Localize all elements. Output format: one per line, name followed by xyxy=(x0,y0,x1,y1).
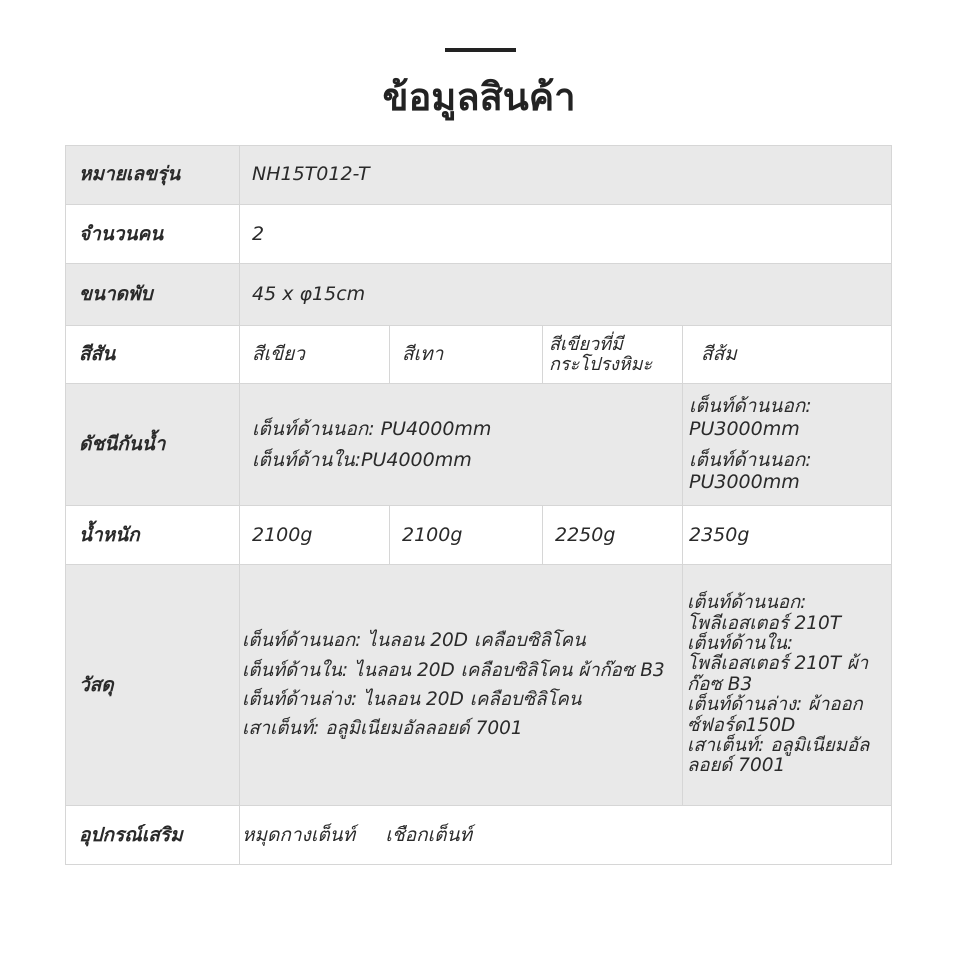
material-a-pole: เสาเต็นท์: อลูมิเนียมอัลลอยด์ 7001 xyxy=(242,718,523,740)
waterproof-a xyxy=(240,384,683,506)
page-title: ข้อมูลสินค้า xyxy=(382,75,576,119)
waterproof-b-outer: เต็นท์ด้านนอก: PU3000mm xyxy=(689,394,812,440)
color-orange: สีส้ม xyxy=(683,326,892,384)
waterproof-a-outer: เต็นท์ด้านนอก: PU4000mm xyxy=(252,417,492,440)
label-color: สีสัน xyxy=(65,326,240,384)
label-weight: น้ำหนัก xyxy=(65,506,240,565)
material-b-floor: เต็นท์ด้านล่าง: ผ้าออกซ์ฟอร์ด150D xyxy=(687,694,863,736)
label-model: หมายเลขรุ่น xyxy=(65,145,240,205)
label-size: ขนาดพับ xyxy=(65,264,240,326)
value-model: NH15T012-T xyxy=(240,145,892,205)
value-people: 2 xyxy=(240,205,892,264)
label-accessories: อุปกรณ์เสริม xyxy=(65,806,240,865)
weight-orange: 2350g xyxy=(683,506,892,565)
material-b xyxy=(683,565,892,806)
waterproof-b-outer-2: เต็นท์ด้านนอก: PU3000mm xyxy=(689,448,812,494)
material-b-outer: เต็นท์ด้านนอก: โพลีเอสเตอร์ 210T xyxy=(687,592,842,634)
weight-gray: 2100g xyxy=(390,506,543,565)
material-b-inner: เต็นท์ด้านใน: โพลีเอสเตอร์ 210T ผ้าก๊อซ B3 xyxy=(687,633,869,695)
weight-green-snow: 2250g xyxy=(543,506,683,565)
label-material: วัสดุ xyxy=(65,565,240,806)
weight-green: 2100g xyxy=(240,506,390,565)
waterproof-a-inner: เต็นท์ด้านใน:PU4000mm xyxy=(252,448,472,471)
material-a-inner: เต็นท์ด้านใน: ไนลอน 20D เคลือบซิลิโคน ผ้าก๊อซ B3 xyxy=(242,659,665,681)
color-green: สีเขียว xyxy=(240,326,390,384)
title-decoration-bar xyxy=(445,48,516,52)
color-gray: สีเทา xyxy=(390,326,543,384)
label-people: จำนวนคน xyxy=(65,205,240,264)
material-a-outer: เต็นท์ด้านนอก: ไนลอน 20D เคลือบซิลิโคน xyxy=(242,630,586,652)
label-waterproof: ดัชนีกันน้ำ xyxy=(65,384,240,506)
value-size: 45 x φ15cm xyxy=(240,264,892,326)
material-a xyxy=(240,565,683,806)
waterproof-b xyxy=(683,384,892,506)
material-a-floor: เต็นท์ด้านล่าง: ไนลอน 20D เคลือบซิลิโคน xyxy=(242,689,582,710)
color-green-snow-skirt: สีเขียวที่มีกระโปรงหิมะ xyxy=(543,326,683,384)
value-accessories: หมุดกางเต็นท์ เชือกเต็นท์ xyxy=(240,806,892,865)
material-b-pole: เสาเต็นท์: อลูมิเนียมอัลลอยด์ 7001 xyxy=(687,734,870,777)
